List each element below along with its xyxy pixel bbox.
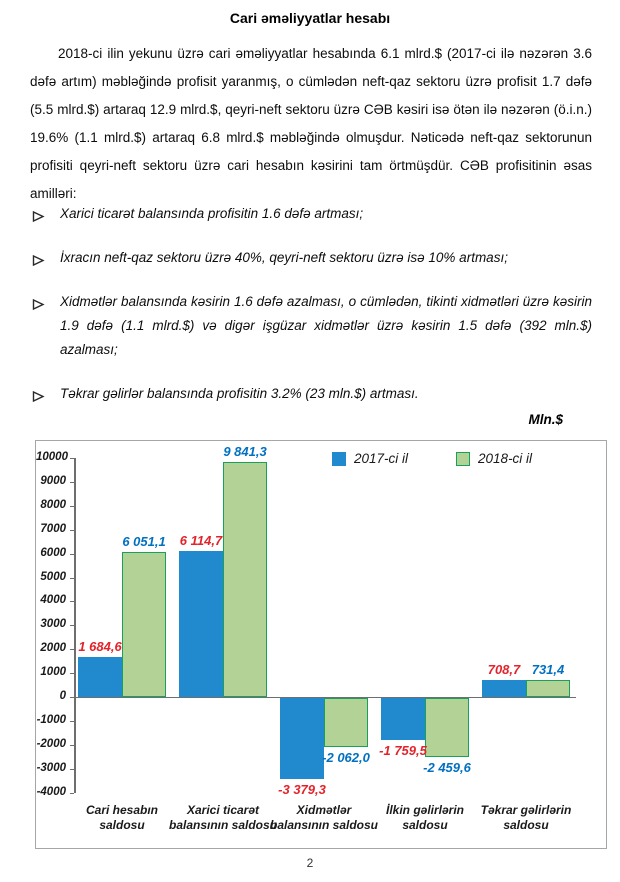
- chart-legend: [332, 451, 532, 466]
- y-axis-tick-label: 5000: [40, 570, 66, 583]
- legend-item-2017: [332, 451, 408, 466]
- x-axis-category-label: Xidmətlər balansının saldosu: [269, 803, 379, 832]
- list-item-text: Xarici ticarət balansında profisitin 1.6 dəfə artması;: [60, 206, 364, 221]
- x-axis-category-label: İlkin gəlirlərin saldosu: [385, 803, 465, 832]
- y-axis-tick-label: 2000: [40, 642, 66, 655]
- y-axis-tick-label: 3000: [40, 618, 66, 631]
- legend-item-2018: [456, 451, 532, 466]
- y-axis-tick-label: 1000: [40, 666, 66, 679]
- arrow-bullet-icon: [32, 295, 45, 308]
- y-axis-tick-mark: [70, 793, 74, 794]
- y-axis-tick-label: -3000: [36, 761, 66, 774]
- y-axis-tick-label: -4000: [36, 785, 66, 798]
- y-axis-tick-label: -1000: [36, 713, 66, 726]
- bar-value-label: 6 114,7: [179, 532, 223, 548]
- bar-2017-ci il-1: [179, 551, 223, 697]
- chart-unit-label: Mln.$: [528, 412, 563, 427]
- y-axis-tick-label: 9000: [40, 474, 66, 487]
- x-axis-category-label: Cari hesabın saldosu: [85, 803, 159, 832]
- list-item-text: Xidmətlər balansında kəsirin 1.6 dəfə azalması, o cümlədən, tikinti xidmətləri üzrə kəsirin 1.9 dəfə (1.1 mlrd.$) və digər işgüzar xidmətlər üzrə kəsirin 1.5 dəfə (392 mln.$) azalması;: [60, 294, 592, 357]
- bar-2018-ci il-0: [122, 552, 166, 697]
- legend-swatch-2017-icon: [332, 452, 346, 466]
- bar-value-label: -1 759,5: [379, 743, 427, 759]
- x-axis-category-label: Təkrar gəlirlərin saldosu: [480, 803, 572, 832]
- page-title: Cari əməliyyatlar hesabı: [229, 10, 391, 26]
- list-item-text: Təkrar gəlirlər balansında profisitin 3.2% (23 mln.$) artması.: [60, 386, 419, 401]
- bar-value-label: 6 051,1: [122, 534, 166, 550]
- bar-2018-ci il-2: [324, 698, 368, 747]
- page-number: 2: [306, 856, 314, 870]
- bar-2017-ci il-2: [280, 698, 324, 779]
- y-axis-line: [74, 458, 76, 793]
- x-axis-category-label: Xarici ticarət balansının saldosu: [168, 803, 278, 832]
- bullet-list: [30, 202, 592, 426]
- bar-2017-ci il-4: [482, 680, 526, 697]
- bar-value-label: 708,7: [487, 662, 521, 678]
- list-item: [30, 246, 592, 270]
- legend-label-2018: 2018-ci il: [478, 451, 533, 466]
- bar-2017-ci il-0: [78, 657, 122, 697]
- y-axis-tick-label: 7000: [40, 522, 66, 535]
- bar-value-label: -2 459,6: [423, 759, 471, 775]
- bar-value-label: 9 841,3: [223, 443, 267, 459]
- bar-2018-ci il-4: [526, 680, 570, 697]
- arrow-bullet-icon: [32, 251, 45, 264]
- bar-chart: [35, 440, 607, 849]
- bar-2018-ci il-1: [223, 462, 267, 697]
- y-axis-tick-label: 0: [59, 690, 66, 702]
- bar-value-label: -3 379,3: [278, 781, 326, 797]
- chart-plot-area: [36, 441, 606, 848]
- list-item-text: İxracın neft-qaz sektoru üzrə 40%, qeyri-neft sektoru üzrə isə 10% artması;: [60, 250, 508, 265]
- y-axis-tick-label: -2000: [36, 737, 66, 750]
- arrow-bullet-icon: [32, 207, 45, 220]
- list-item: [30, 290, 592, 362]
- bar-value-label: 731,4: [531, 661, 565, 677]
- list-item: [30, 382, 592, 406]
- y-axis-tick-label: 4000: [40, 594, 66, 607]
- bar-value-label: -2 062,0: [322, 750, 370, 766]
- bar-value-label: 1 684,6: [78, 638, 122, 654]
- y-axis-tick-label: 8000: [40, 498, 66, 511]
- list-item: [30, 202, 592, 226]
- legend-label-2017: 2017-ci il: [354, 451, 409, 466]
- bar-2018-ci il-3: [425, 698, 469, 757]
- y-axis-tick-label: 6000: [40, 546, 66, 559]
- arrow-bullet-icon: [32, 387, 45, 400]
- bar-2017-ci il-3: [381, 698, 425, 740]
- legend-swatch-2018-icon: [456, 452, 470, 466]
- y-axis-tick-label: 10000: [36, 451, 68, 463]
- intro-paragraph: 2018-ci ilin yekunu üzrə cari əməliyyatlar hesabında 6.1 mlrd.$ (2017-ci ilə nəzərən 3.6 dəfə artım) məbləğində profisit yaranmış, o cümlədən neft-qaz sektoru üzrə profisit 1.7 dəfə (5.5 mlrd.$) artaraq 12.9 mlrd.$, qeyri-neft sektoru üzrə CƏB kəsiri isə ötən ilə nəzərən (ö.i.n.) 19.6% (1.1 mlrd.$) artaraq 6.8 mlrd.$ məbləğində olmuşdur. Nəticədə neft-qaz sektorunun profisiti qeyri-neft sektoru üzrə cari hesabın kəsirini tam örtmüşdür. CƏB profisitinin əsas amilləri:: [30, 46, 592, 201]
